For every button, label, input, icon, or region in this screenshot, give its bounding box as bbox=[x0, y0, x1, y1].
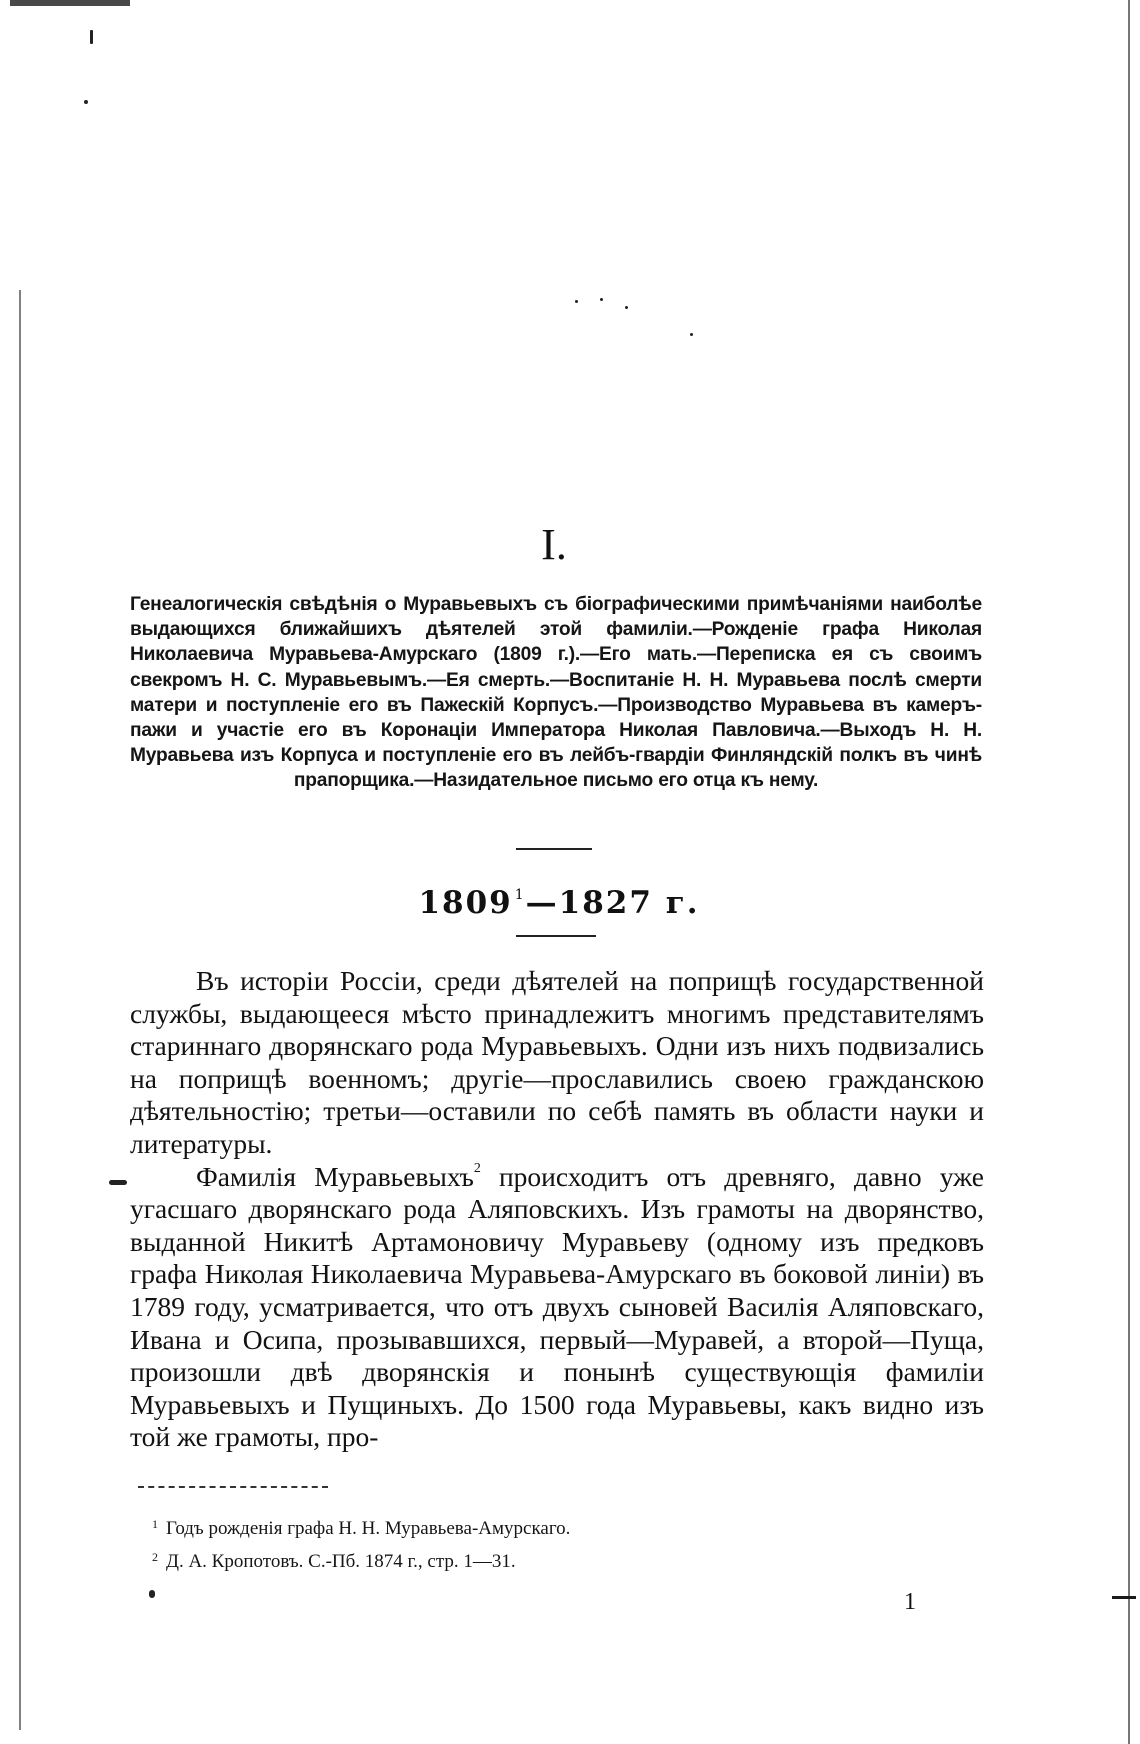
years-end: —1827 г. bbox=[525, 885, 700, 921]
years-start: 1809 bbox=[418, 885, 513, 921]
chapter-summary: Генеалогическія свѣдѣнія о Муравьевыхъ съ біографическими примѣчаніями наиболѣе выдающихся ближайшихъ дѣятелей этой фамиліи.—Рожденіе графа Николая Николаевича Муравьева-Амурскаго (1809 г.).—Его мать.—Переписка ея съ своимъ свекромъ Н. С. Муравьевымъ.—Ея смерть.—Воспитаніе Н. Н. Муравьева послѣ смерти матери и поступленіе его въ Пажескій Корпусъ.—Производство Муравьева въ камеръ-пажи и участіе его въ Коронаціи Императора Николая Павловича.—Выходъ Н. Н. Муравьева изъ Корпуса и поступленіе его въ лейбъ-гвардіи Финляндскій полкъ въ чинѣ прапорщика.—Назидательное письмо его отца къ нему. bbox=[130, 594, 982, 792]
footnote-ref[interactable]: 1 bbox=[514, 887, 524, 903]
footnotes bbox=[152, 1510, 952, 1576]
footnote bbox=[152, 1543, 952, 1576]
scan-mark-top-left bbox=[10, 0, 130, 6]
scan-speck bbox=[690, 333, 693, 336]
scan-speck bbox=[575, 300, 578, 303]
paragraph: Въ исторіи Россіи, среди дѣятелей на поприщѣ государственной службы, выдающееся мѣсто принадлежитъ многимъ представителямъ стариннаго дворянскаго рода Муравьевыхъ. Одни изъ нихъ подвизались на поприщѣ военномъ; другіе—прославились своею гражданскою дѣятельностію; третьи—оставили по себѣ память въ области науки и литературы. bbox=[130, 965, 984, 1159]
divider-rule bbox=[516, 848, 592, 850]
footnote-text: Д. А. Кропотовъ. С.-Пб. 1874 г., стр. 1—31. bbox=[166, 1551, 516, 1572]
scan-edge-left bbox=[19, 290, 21, 1730]
scan-mark-bottom-right bbox=[1112, 1596, 1136, 1599]
scan-speck bbox=[109, 1180, 127, 1185]
footnote-mark: 1 bbox=[152, 1517, 158, 1531]
scan-speck bbox=[149, 1590, 155, 1598]
page-number: 1 bbox=[904, 1589, 916, 1615]
divider-rule bbox=[516, 935, 596, 937]
footnote-text: Годъ рожденія графа Н. Н. Муравьева-Амурскаго. bbox=[166, 1518, 571, 1539]
paragraph-text: происходитъ отъ древняго, давно уже угасшаго дворянскаго рода Аляповскихъ. Изъ грамоты на дворянство, выданной Никитѣ Артамоновичу Муравьеву (одному изъ предковъ графа Николая Николаевича Муравьева-Амурскаго въ боковой линіи) въ 1789 году, усматривается, что отъ двухъ сыновей Василія Аляповскаго, Ивана и Осипа, прозывавшихся, первый—Муравей, а второй—Пуща, произошли двѣ дворянскія и понынѣ существующія фамиліи Муравьевыхъ и Пущиныхъ. До 1500 года Муравьевы, какъ видно изъ той же грамоты, про- bbox=[130, 1160, 984, 1453]
body-text bbox=[130, 965, 984, 1454]
chapter-numeral: I. bbox=[541, 520, 567, 569]
footnote-ref[interactable]: 2 bbox=[473, 1160, 481, 1176]
scan-speck bbox=[625, 306, 628, 309]
scan-speck bbox=[90, 30, 93, 44]
footnote-rule bbox=[138, 1486, 328, 1488]
paragraph bbox=[130, 1161, 984, 1454]
footnote-mark: 2 bbox=[152, 1550, 158, 1564]
paragraph-text: Фамилія Муравьевыхъ bbox=[196, 1160, 474, 1192]
scan-speck bbox=[84, 100, 88, 104]
footnote bbox=[152, 1510, 952, 1543]
scan-speck bbox=[600, 298, 603, 301]
scan-edge-right bbox=[1128, 0, 1130, 1744]
years-heading bbox=[0, 875, 1118, 923]
